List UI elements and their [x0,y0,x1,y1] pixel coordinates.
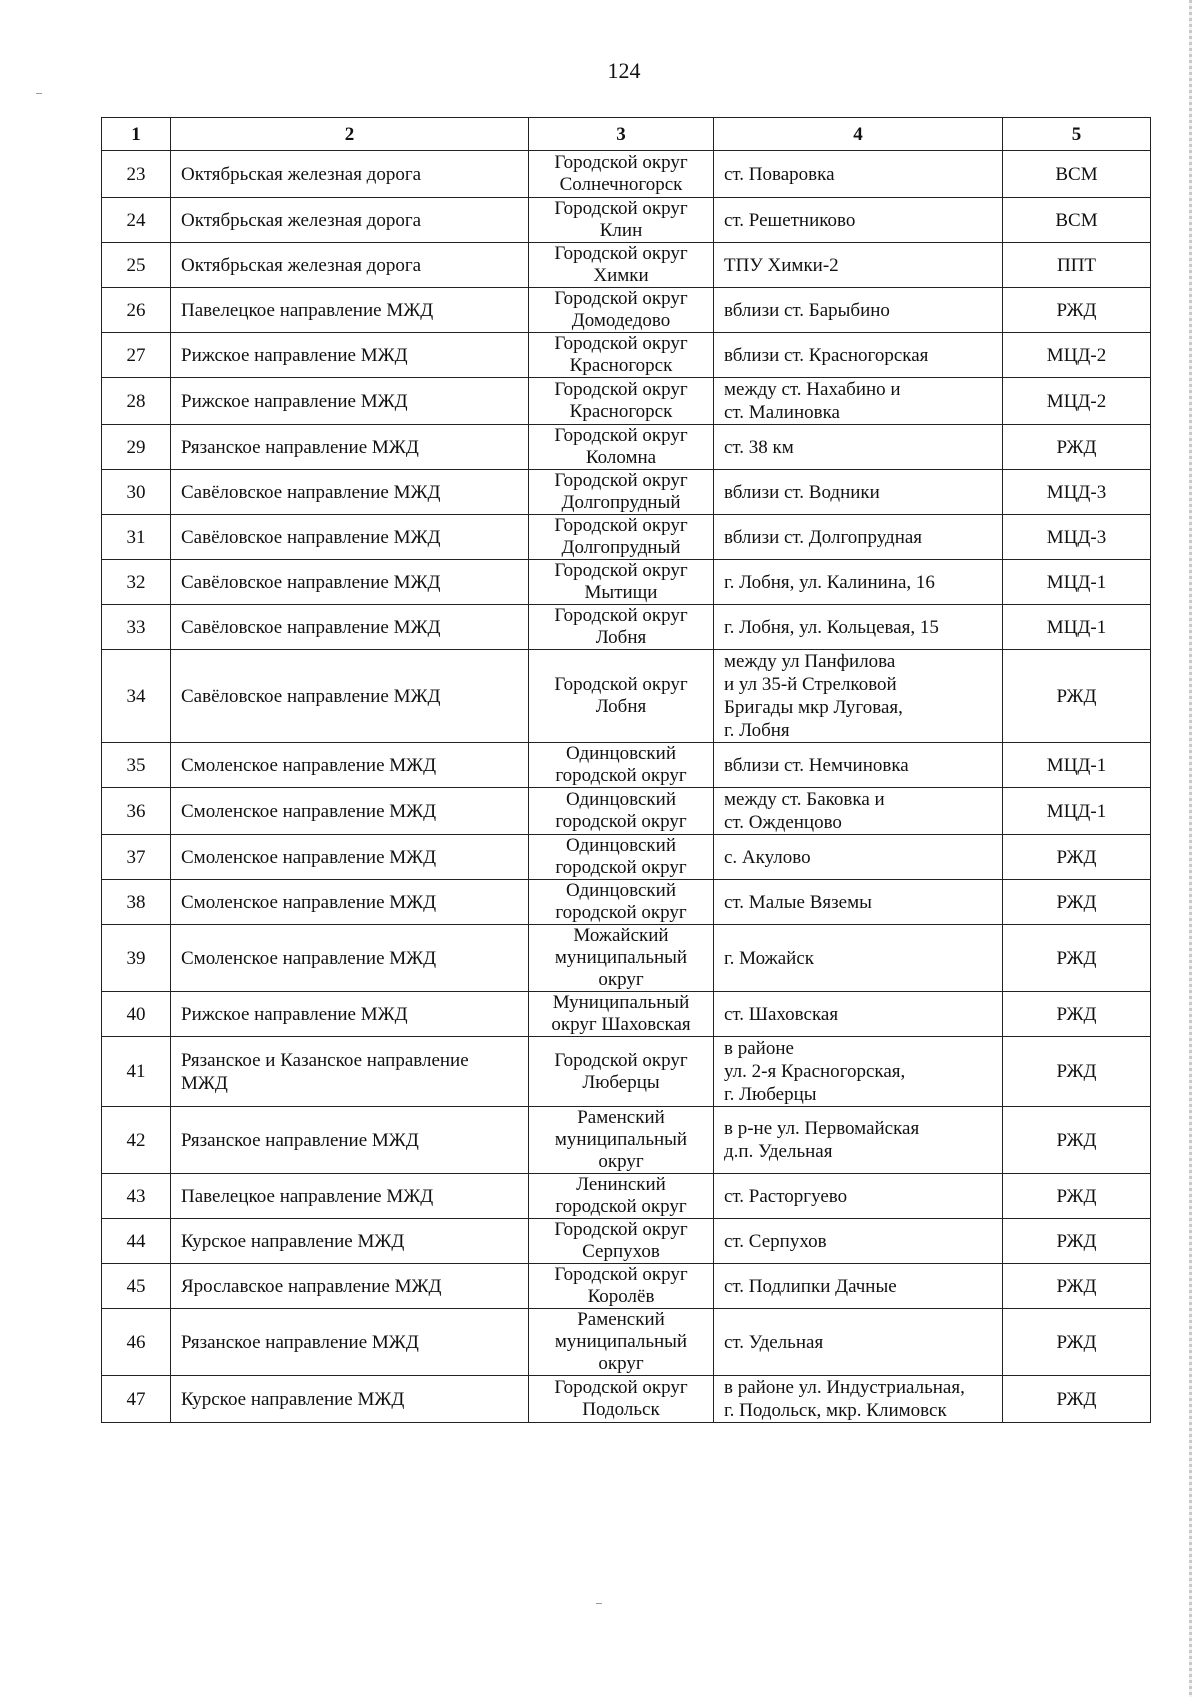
row-number-cell: 28 [102,378,171,425]
municipal-district-cell: Городской округ Серпухов [529,1219,714,1264]
operator-type-cell: МЦД-1 [1003,560,1151,605]
operator-type-cell: МЦД-1 [1003,743,1151,788]
location-cell: ст. Расторгуево [714,1174,1003,1219]
row-number-cell: 44 [102,1219,171,1264]
location-cell: между ст. Нахабино и ст. Малиновка [714,378,1003,425]
location-cell: ст. Серпухов [714,1219,1003,1264]
row-number-cell: 35 [102,743,171,788]
row-number-cell: 39 [102,925,171,992]
location-cell: ст. Удельная [714,1309,1003,1376]
table-body [102,151,1151,1423]
operator-type-cell: РЖД [1003,1107,1151,1174]
table-row [102,470,1151,515]
location-cell: ст. Шаховская [714,992,1003,1037]
municipal-district-cell: Муниципальный округ Шаховская [529,992,714,1037]
table-row [102,198,1151,243]
railway-direction-cell: Октябрьская железная дорога [171,243,529,288]
railway-direction-cell: Павелецкое направление МЖД [171,1174,529,1219]
table-row [102,605,1151,650]
operator-type-cell: МЦД-1 [1003,788,1151,835]
operator-type-cell: РЖД [1003,925,1151,992]
location-cell: г. Можайск [714,925,1003,992]
row-number-cell: 23 [102,151,171,198]
operator-type-cell: МЦД-3 [1003,470,1151,515]
row-number-cell: 24 [102,198,171,243]
railway-direction-cell: Октябрьская железная дорога [171,198,529,243]
table-row [102,1174,1151,1219]
railway-locations-table [101,117,1151,1423]
row-number-cell: 37 [102,835,171,880]
table-row [102,788,1151,835]
table-row [102,1376,1151,1423]
row-number-cell: 47 [102,1376,171,1423]
table-row [102,378,1151,425]
railway-direction-cell: Смоленское направление МЖД [171,925,529,992]
table-row [102,243,1151,288]
operator-type-cell: РЖД [1003,835,1151,880]
location-cell: в районе ул. 2-я Красногорская, г. Люберцы [714,1037,1003,1107]
operator-type-cell: ППТ [1003,243,1151,288]
row-number-cell: 40 [102,992,171,1037]
operator-type-cell: МЦД-3 [1003,515,1151,560]
location-cell: ст. 38 км [714,425,1003,470]
operator-type-cell: РЖД [1003,650,1151,743]
operator-type-cell: ВСМ [1003,198,1151,243]
scan-mark [36,93,42,94]
table-row [102,1309,1151,1376]
operator-type-cell: РЖД [1003,425,1151,470]
row-number-cell: 27 [102,333,171,378]
row-number-cell: 42 [102,1107,171,1174]
municipal-district-cell: Городской округ Лобня [529,650,714,743]
municipal-district-cell: Городской округ Люберцы [529,1037,714,1107]
railway-direction-cell: Смоленское направление МЖД [171,743,529,788]
municipal-district-cell: Городской округ Долгопрудный [529,470,714,515]
table-row [102,151,1151,198]
table-header-row [102,118,1151,151]
scanned-page-edge [1189,0,1192,1697]
operator-type-cell: РЖД [1003,992,1151,1037]
table-row [102,1264,1151,1309]
railway-direction-cell: Рижское направление МЖД [171,333,529,378]
railway-direction-cell: Павелецкое направление МЖД [171,288,529,333]
location-cell: ст. Поваровка [714,151,1003,198]
municipal-district-cell: Ленинский городской округ [529,1174,714,1219]
operator-type-cell: МЦД-1 [1003,605,1151,650]
railway-direction-cell: Смоленское направление МЖД [171,880,529,925]
row-number-cell: 31 [102,515,171,560]
table-row [102,425,1151,470]
row-number-cell: 43 [102,1174,171,1219]
railway-direction-cell: Рязанское направление МЖД [171,425,529,470]
municipal-district-cell: Одинцовский городской округ [529,835,714,880]
railway-direction-cell: Рязанское и Казанское направление МЖД [171,1037,529,1107]
operator-type-cell: РЖД [1003,1376,1151,1423]
table-row [102,1037,1151,1107]
row-number-cell: 26 [102,288,171,333]
operator-type-cell: РЖД [1003,880,1151,925]
railway-direction-cell: Смоленское направление МЖД [171,835,529,880]
municipal-district-cell: Городской округ Подольск [529,1376,714,1423]
column-header-district: 3 [529,118,714,151]
operator-type-cell: РЖД [1003,1309,1151,1376]
location-cell: с. Акулово [714,835,1003,880]
operator-type-cell: РЖД [1003,1037,1151,1107]
municipal-district-cell: Одинцовский городской округ [529,743,714,788]
municipal-district-cell: Городской округ Мытищи [529,560,714,605]
column-header-type: 5 [1003,118,1151,151]
row-number-cell: 29 [102,425,171,470]
location-cell: г. Лобня, ул. Калинина, 16 [714,560,1003,605]
table-row [102,1219,1151,1264]
railway-direction-cell: Курское направление МЖД [171,1219,529,1264]
scan-mark [596,1603,602,1604]
railway-direction-cell: Савёловское направление МЖД [171,515,529,560]
municipal-district-cell: Раменский муниципальный округ [529,1107,714,1174]
railway-direction-cell: Рязанское направление МЖД [171,1309,529,1376]
railway-direction-cell: Рижское направление МЖД [171,378,529,425]
municipal-district-cell: Можайский муниципальный округ [529,925,714,992]
page-number: 124 [607,58,641,83]
operator-type-cell: РЖД [1003,288,1151,333]
municipal-district-cell: Городской округ Долгопрудный [529,515,714,560]
railway-direction-cell: Ярославское направление МЖД [171,1264,529,1309]
column-header-number: 1 [102,118,171,151]
location-cell: в р-не ул. Первомайская д.п. Удельная [714,1107,1003,1174]
operator-type-cell: МЦД-2 [1003,378,1151,425]
location-cell: вблизи ст. Долгопрудная [714,515,1003,560]
row-number-cell: 36 [102,788,171,835]
table-row [102,743,1151,788]
row-number-cell: 25 [102,243,171,288]
location-cell: вблизи ст. Немчиновка [714,743,1003,788]
table-row [102,560,1151,605]
municipal-district-cell: Городской округ Красногорск [529,378,714,425]
table-row [102,650,1151,743]
municipal-district-cell: Городской округ Красногорск [529,333,714,378]
location-cell: ст. Малые Вяземы [714,880,1003,925]
municipal-district-cell: Одинцовский городской округ [529,788,714,835]
row-number-cell: 41 [102,1037,171,1107]
location-cell: в районе ул. Индустриальная, г. Подольск, мкр. Климовск [714,1376,1003,1423]
municipal-district-cell: Городской округ Королёв [529,1264,714,1309]
location-cell: между ст. Баковка и ст. Ожденцово [714,788,1003,835]
railway-direction-cell: Октябрьская железная дорога [171,151,529,198]
table-row [102,515,1151,560]
location-cell: вблизи ст. Водники [714,470,1003,515]
row-number-cell: 38 [102,880,171,925]
row-number-cell: 30 [102,470,171,515]
railway-direction-cell: Савёловское направление МЖД [171,470,529,515]
operator-type-cell: МЦД-2 [1003,333,1151,378]
railway-direction-cell: Савёловское направление МЖД [171,560,529,605]
location-cell: ст. Решетниково [714,198,1003,243]
table-row [102,992,1151,1037]
municipal-district-cell: Раменский муниципальный округ [529,1309,714,1376]
location-cell: ст. Подлипки Дачные [714,1264,1003,1309]
municipal-district-cell: Городской округ Домодедово [529,288,714,333]
railway-direction-cell: Рижское направление МЖД [171,992,529,1037]
row-number-cell: 34 [102,650,171,743]
row-number-cell: 46 [102,1309,171,1376]
municipal-district-cell: Городской округ Клин [529,198,714,243]
table-row [102,925,1151,992]
table-row [102,880,1151,925]
table-row [102,835,1151,880]
location-cell: г. Лобня, ул. Кольцевая, 15 [714,605,1003,650]
municipal-district-cell: Городской округ Лобня [529,605,714,650]
municipal-district-cell: Городской округ Химки [529,243,714,288]
column-header-road: 2 [171,118,529,151]
railway-direction-cell: Савёловское направление МЖД [171,650,529,743]
location-cell: вблизи ст. Красногорская [714,333,1003,378]
operator-type-cell: РЖД [1003,1219,1151,1264]
operator-type-cell: РЖД [1003,1264,1151,1309]
railway-direction-cell: Смоленское направление МЖД [171,788,529,835]
row-number-cell: 45 [102,1264,171,1309]
table-row [102,333,1151,378]
table-row [102,1107,1151,1174]
municipal-district-cell: Городской округ Солнечногорск [529,151,714,198]
operator-type-cell: РЖД [1003,1174,1151,1219]
operator-type-cell: ВСМ [1003,151,1151,198]
municipal-district-cell: Городской округ Коломна [529,425,714,470]
column-header-location: 4 [714,118,1003,151]
railway-direction-cell: Курское направление МЖД [171,1376,529,1423]
row-number-cell: 32 [102,560,171,605]
municipal-district-cell: Одинцовский городской округ [529,880,714,925]
location-cell: вблизи ст. Барыбино [714,288,1003,333]
railway-direction-cell: Рязанское направление МЖД [171,1107,529,1174]
railway-direction-cell: Савёловское направление МЖД [171,605,529,650]
location-cell: ТПУ Химки-2 [714,243,1003,288]
table-row [102,288,1151,333]
location-cell: между ул Панфилова и ул 35-й Стрелковой Бригады мкр Луговая, г. Лобня [714,650,1003,743]
row-number-cell: 33 [102,605,171,650]
